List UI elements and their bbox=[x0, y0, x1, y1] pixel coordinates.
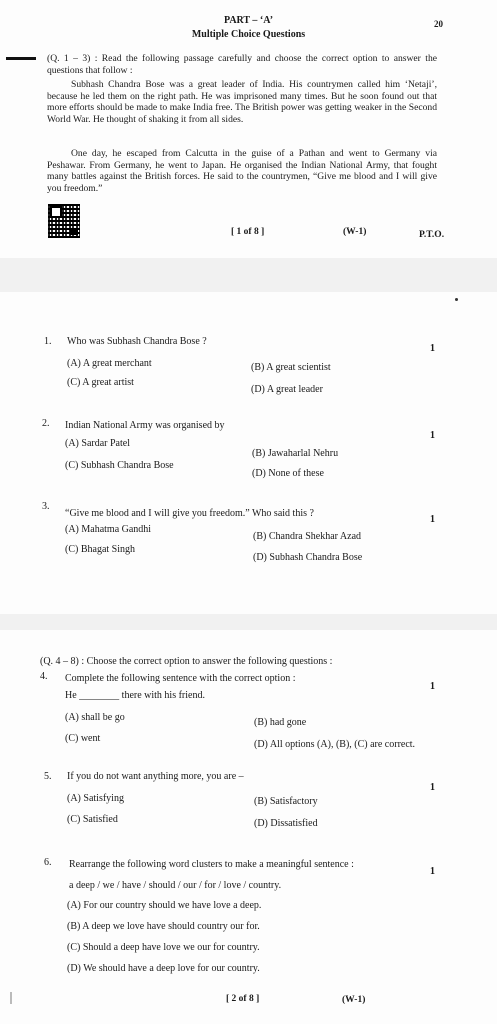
question-text: Who was Subhash Chandra Bose ? bbox=[67, 336, 207, 347]
passage-paragraph-2-text: One day, he escaped from Calcutta in the guise of a Pathan and went to Germany via Peshawar. From Germany, he went to Japan. He organised the Indian National Army, that fought many battles against the British forces. He said to the countrymen, “Give me blood and I will give you freedom.” bbox=[47, 148, 437, 194]
option-d: (D) Dissatisfied bbox=[254, 818, 318, 829]
option-c: (C) Should a deep have love we our for country. bbox=[67, 942, 260, 953]
option-d: (D) A great leader bbox=[251, 384, 323, 395]
option-a: (A) shall be go bbox=[65, 712, 125, 723]
question-number: 4. bbox=[40, 671, 48, 682]
footer-paper-code: (W-1) bbox=[343, 227, 367, 237]
option-d: (D) Subhash Chandra Bose bbox=[253, 552, 363, 563]
question-text: Rearrange the following word clusters to make a meaningful sentence : bbox=[69, 859, 354, 870]
passage-paragraph-1 bbox=[47, 79, 437, 125]
question-number: 3. bbox=[42, 501, 50, 512]
exam-page-1 bbox=[0, 0, 497, 258]
exam-page-2 bbox=[0, 292, 497, 614]
speck bbox=[455, 298, 458, 301]
section-instruction: (Q. 4 – 8) : Choose the correct option to answer the following questions : bbox=[40, 656, 333, 667]
option-b: (B) A deep we love have should country our for. bbox=[67, 921, 260, 932]
barcode-image bbox=[48, 204, 80, 238]
option-b: (B) A great scientist bbox=[251, 362, 331, 373]
option-c: (C) Subhash Chandra Bose bbox=[65, 460, 174, 471]
part-heading: PART – ‘A’ bbox=[223, 15, 274, 26]
option-c: (C) went bbox=[65, 733, 101, 744]
question-text: Complete the following sentence with the correct option : bbox=[65, 673, 296, 684]
option-a: (A) Mahatma Gandhi bbox=[65, 524, 152, 535]
exam-page-3 bbox=[0, 630, 497, 1024]
option-d: (D) We should have a deep love for our country. bbox=[67, 963, 260, 974]
word-clusters: a deep / we / have / should / our / for / love / country. bbox=[69, 880, 282, 891]
option-c: (C) Satisfied bbox=[67, 814, 118, 825]
passage-paragraph-2 bbox=[47, 148, 437, 194]
footer-page-indicator: [ 1 of 8 ] bbox=[231, 227, 265, 237]
question-number: 5. bbox=[44, 771, 52, 782]
section-subheading: Multiple Choice Questions bbox=[191, 29, 306, 40]
footer-paper-code: (W-1) bbox=[342, 995, 366, 1005]
question-marks: 1 bbox=[430, 343, 435, 354]
question-number: 6. bbox=[44, 857, 52, 868]
fill-blank-sentence: He ________ there with his friend. bbox=[65, 690, 205, 701]
question-text: Indian National Army was organised by bbox=[65, 420, 225, 431]
edge-mark bbox=[10, 992, 12, 1004]
option-b: (B) Jawaharlal Nehru bbox=[252, 448, 339, 459]
option-c: (C) A great artist bbox=[67, 377, 134, 388]
question-marks: 1 bbox=[430, 782, 435, 793]
question-marks: 1 bbox=[430, 430, 435, 441]
question-marks: 1 bbox=[430, 681, 435, 692]
question-marks: 1 bbox=[430, 514, 435, 525]
question-number: 2. bbox=[42, 418, 50, 429]
footer-page-indicator: [ 2 of 8 ] bbox=[226, 994, 260, 1004]
option-a: (A) Sardar Patel bbox=[65, 438, 130, 449]
option-a: (A) A great merchant bbox=[67, 358, 152, 369]
question-text: “Give me blood and I will give you freedom.” Who said this ? bbox=[65, 508, 314, 519]
passage-instruction: (Q. 1 – 3) : Read the following passage carefully and choose the correct option to answer the questions that follow : bbox=[47, 53, 437, 76]
question-marks: 1 bbox=[430, 866, 435, 877]
option-b: (B) Chandra Shekhar Azad bbox=[253, 531, 362, 542]
passage-paragraph-1-text: Subhash Chandra Bose was a great leader of India. His countrymen called him ‘Netaji’, because he led them on the right path. He was imprisoned many times. But he soon found out that more efforts should be made to make India free. The British power was getting weaker in the Second World War. He thought of shaking it from all sides. bbox=[47, 79, 437, 125]
option-c: (C) Bhagat Singh bbox=[65, 544, 135, 555]
question-number: 1. bbox=[44, 336, 52, 347]
option-b: (B) had gone bbox=[254, 717, 307, 728]
option-a: (A) For our country should we have love a deep. bbox=[67, 900, 262, 911]
page-number: 20 bbox=[434, 19, 443, 29]
margin-mark bbox=[6, 57, 36, 60]
question-text: If you do not want anything more, you are – bbox=[67, 771, 244, 782]
footer-pto: P.T.O. bbox=[419, 230, 445, 240]
option-d: (D) All options (A), (B), (C) are correct. bbox=[254, 739, 416, 750]
option-b: (B) Satisfactory bbox=[254, 796, 318, 807]
option-a: (A) Satisfying bbox=[67, 793, 124, 804]
option-d: (D) None of these bbox=[252, 468, 324, 479]
